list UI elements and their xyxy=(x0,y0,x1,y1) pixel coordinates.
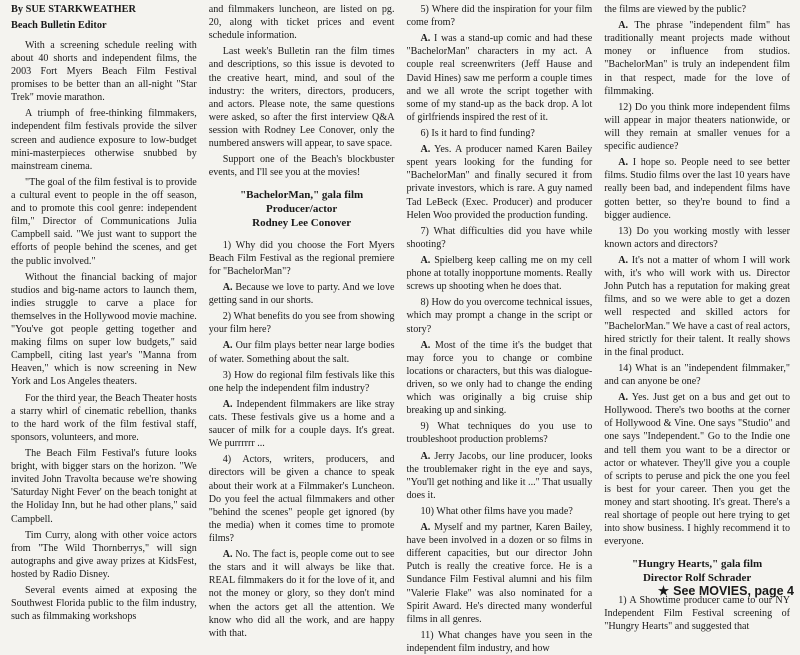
column-3 xyxy=(401,3,599,655)
question: 11) What changes have you seen in the independent film industry, and how xyxy=(406,629,593,655)
question: 1) Why did you choose the Fort Myers Beach Film Festival as the regional premiere for "BachelorMan"? xyxy=(208,239,395,277)
answer xyxy=(407,143,593,222)
heading-line: "Hungry Hearts," gala film xyxy=(632,558,763,571)
answer-text: Most of the time it's the budget that may force you to change or combine locations or characters, but this was dialogue-driven, so we only had to change the ending which was originally a big cruise ship breaking up and sinking. xyxy=(406,339,593,417)
paragraph: the films are viewed by the public? xyxy=(604,4,747,15)
question: 8) How do you overcome technical issues, which may prompt a change in the script or story? xyxy=(406,297,593,335)
byline-title: Beach Bulletin Editor xyxy=(11,20,107,32)
qa-list xyxy=(604,19,790,548)
answer-text: Yes. Just get on a bus and get out to Hollywood. There's two booths at the corner of Hollywood & Vine. One says "Studio" and one says "Independent." Go to the Indie one and tell them you want to be a director or actor or whatever. They'll give you a couple of scripts to peruse and pick the one you feel is best for your career. Then you get the money and start shooting. It's great. There's a real shortage of people out here trying to get into show business. I highly recommend it to everyone. xyxy=(604,392,790,548)
answer-text: Myself and my partner, Karen Bailey, have been involved in a dozen or so films in different capacities, but our director John Putch is really the creative force. He is a Sundance Film Festival alumni and his film "Valerie Flake" was also nominated for a Spirit Award. He's directed many wonderful films in all genres. xyxy=(406,522,593,625)
paragraph: and filmmakers luncheon, are listed on pg. 20, along with ticket prices and event schedule information. xyxy=(208,4,395,42)
answer-lead: A. xyxy=(420,33,431,45)
answer-lead: A. xyxy=(420,144,431,156)
question: 9) What techniques do you use to troubleshoot production problems? xyxy=(406,421,593,446)
question: 4) Actors, writers, producers, and directors will be given a chance to speak about their work at a Filmmaker's Luncheon. Do you feel the actual filmmakers and other "behind the scenes" people get ignored (by the media) when it comes time to promote films? xyxy=(208,454,395,544)
answer-text: Our film plays better near large bodies of water. Something about the salt. xyxy=(208,340,395,365)
heading-line: Rodney Lee Conover xyxy=(252,216,352,229)
answer-text: I hope so. People need to see better films. Studio films over the last 10 years have really been bad, and independent films have gotten better, so they're bound to find a bigger audience. xyxy=(604,157,790,221)
section-heading xyxy=(209,189,395,230)
answer-text: Independent filmmakers are like stray cats. These festivals give us a home and a saucer of milk for a couple days. It's great. We purrrrrr ... xyxy=(208,398,395,450)
answer-lead: A. xyxy=(618,157,629,169)
answer-lead: A. xyxy=(222,398,233,410)
answer-lead: A. xyxy=(618,392,629,404)
continuation-note xyxy=(658,583,794,598)
question: 10) What other films have you made? xyxy=(420,505,573,517)
paragraph: 1) A Showtime producer came to our NY Independent Film Festival screening of "Hungry Hearts" and suggested that xyxy=(604,594,790,633)
byline-author: By SUE STARKWEATHER xyxy=(11,4,136,15)
paragraph: Support one of the Beach's blockbuster events, and I'll see you at the movies! xyxy=(208,154,395,179)
question: 14) What is an "independent filmmaker," and can anyone be one? xyxy=(604,362,790,387)
answer-text: The phrase "independent film" has traditionally meant projects made without money or influence from studios. "BachelorMan" is truly an independent film in that respect, made for the love of filmmaking. xyxy=(604,20,790,97)
paragraph: "The goal of the film festival is to provide a cultural event to people in the off season, and to promote this cool genre: independent film," Director of Communications Julia Campbell said. "We just want to support the efforts of people behind the scenes, and get the public involved." xyxy=(11,176,197,267)
answer-lead: A. xyxy=(222,340,233,352)
answer-text: Spielberg keep calling me on my cell phone at totally inopportune moments. Really screws up shooting when he does that. xyxy=(406,254,593,293)
answer xyxy=(604,391,790,548)
paragraph: With a screening schedule reeling with about 40 shorts and independent films, the 2003 Fort Myers Beach Film Festival promises to be better than an all-night "Star Trek" movie marathon. xyxy=(11,39,197,104)
answer xyxy=(604,254,790,359)
answer-lead: A. xyxy=(618,254,629,266)
paragraph: A triumph of free-thinking filmmakers, independent film festivals provide the silver screen and audience exposure to low-budget mini-masterpieces otherwise snubbed by mainstream cinema. xyxy=(11,108,197,172)
question: 2) What benefits do you see from showing your film here? xyxy=(208,311,395,336)
section-heading xyxy=(604,558,790,586)
answer xyxy=(407,450,593,502)
answer-lead: A. xyxy=(420,339,431,351)
paragraph: Several events aimed at exposing the Southwest Florida public to the film industry, such as filmmaking workshops xyxy=(11,585,197,623)
heading-line: Producer/actor xyxy=(265,203,338,216)
paragraph: Last week's Bulletin ran the film times and descriptions, so this issue is devoted to the creative heart, mind, and soul of the industry: the writers, directors, producers, and actors. Please note, the same questions were asked, so after the first interview Q&A session with Rodney Lee Conover, only the numbered answers will appear, to save space. xyxy=(208,46,395,150)
paragraph: For the third year, the Beach Theater hosts a starry whirl of cinematic rebellion, thanks to the hard work of the film festival staff, sponsors, volunteers, and more. xyxy=(11,392,197,443)
answer-lead: A. xyxy=(618,20,629,32)
paragraph: Without the financial backing of major studios and big-name actors to launch them, indies struggle to carve a place for themselves in the Hollywood movie machine. "You've got people getting together and making films on super low budgets," said Campbell, citing last year's "Manna from Heaven," which is now screening in New York and Los Angeles theaters. xyxy=(11,271,197,388)
heading-line: "BachelorMan," gala film xyxy=(240,189,364,202)
column-4 xyxy=(598,3,796,633)
answer-text: It's not a matter of whom I will work with, it's who will work with us. Director John Putch has a reputation for making great films, and so we were able to get a dozen well respected and skilled actors for "BachelorMan." We have a cast of real actors, hired strictly for their talent. It really shows in the final product. xyxy=(604,254,791,358)
qa-list xyxy=(407,3,593,655)
question: 7) What difficulties did you have while shooting? xyxy=(406,225,593,250)
answer xyxy=(407,339,593,418)
question: 6) Is it hard to find funding? xyxy=(420,127,535,139)
question: 5) Where did the inspiration for your film come from? xyxy=(406,4,593,29)
answer-text: I was a stand-up comic and had these "BachelorMan" characters in my act. A couple real screenwriters (Jeff Hause and David Hines) saw me perform a couple times and we all wrote the script together with some of my stand-up as the back drop. A lot of girlfriends inspired the rest of it. xyxy=(406,33,593,123)
paragraph: The Beach Film Festival's future looks bright, with bigger stars on the horizon. "We invited John Travolta because we're showing 'Saturday Night Fever' on the beach tonight at the Holiday Inn, but he had other plans," said Campbell. xyxy=(11,448,197,525)
answer-text: No. The fact is, people come out to see the stars and it will always be like that. REAL filmmakers do it for the love of it, and not the money or glory, so they don't mind when the actors get all the attention. We know who did all the work, and are happy with that. xyxy=(208,549,395,639)
answer xyxy=(209,398,395,450)
qa-list xyxy=(209,239,395,640)
answer xyxy=(407,521,593,626)
answer xyxy=(604,156,790,222)
answer xyxy=(209,339,395,365)
answer-lead: A. xyxy=(222,282,233,293)
answer xyxy=(407,32,593,124)
paragraph: Tim Curry, along with other voice actors from "The Wild Thornberrys," will sign autographs and give away prizes at KidsFest, hosted by Radio Disney. xyxy=(11,529,197,581)
answer-text: Jerry Jacobs, our line producer, looks the troublemaker right in the eye and says, "You'll get nothing and like it ..." That usually does it. xyxy=(406,450,593,501)
answer xyxy=(209,281,395,307)
star-icon: ★ xyxy=(657,584,670,598)
column-2 xyxy=(203,3,401,639)
question: 3) How do regional film festivals like this one help the independent film industry? xyxy=(208,369,395,394)
answer xyxy=(407,254,593,293)
answer-text: Because we love to party. And we love getting sand in our shorts. xyxy=(208,282,395,307)
question: 13) Do you working mostly with lesser known actors and directors? xyxy=(604,225,790,250)
heading-line: Director Rolf Schrader xyxy=(642,572,752,585)
answer xyxy=(209,548,395,640)
answer-lead: A. xyxy=(420,522,431,534)
continuation-text: See MOVIES, page 4 xyxy=(673,584,794,598)
answer-lead: A. xyxy=(222,549,233,561)
answer xyxy=(604,19,790,98)
column-1 xyxy=(5,3,203,623)
answer-lead: A. xyxy=(420,450,431,462)
answer-text: Yes. A producer named Karen Bailey spent years looking for the funding for "BachelorMan" and finally secured it from private investors, which is rare. A guy named Tad LeBeck (Exec. Producer) and producer Helen Woo provided the production funding. xyxy=(406,144,593,221)
question: 12) Do you think more independent films will appear in major theaters nationwide, or will they remain at smaller venues for a specific audience? xyxy=(604,101,790,153)
answer-lead: A. xyxy=(420,254,431,266)
